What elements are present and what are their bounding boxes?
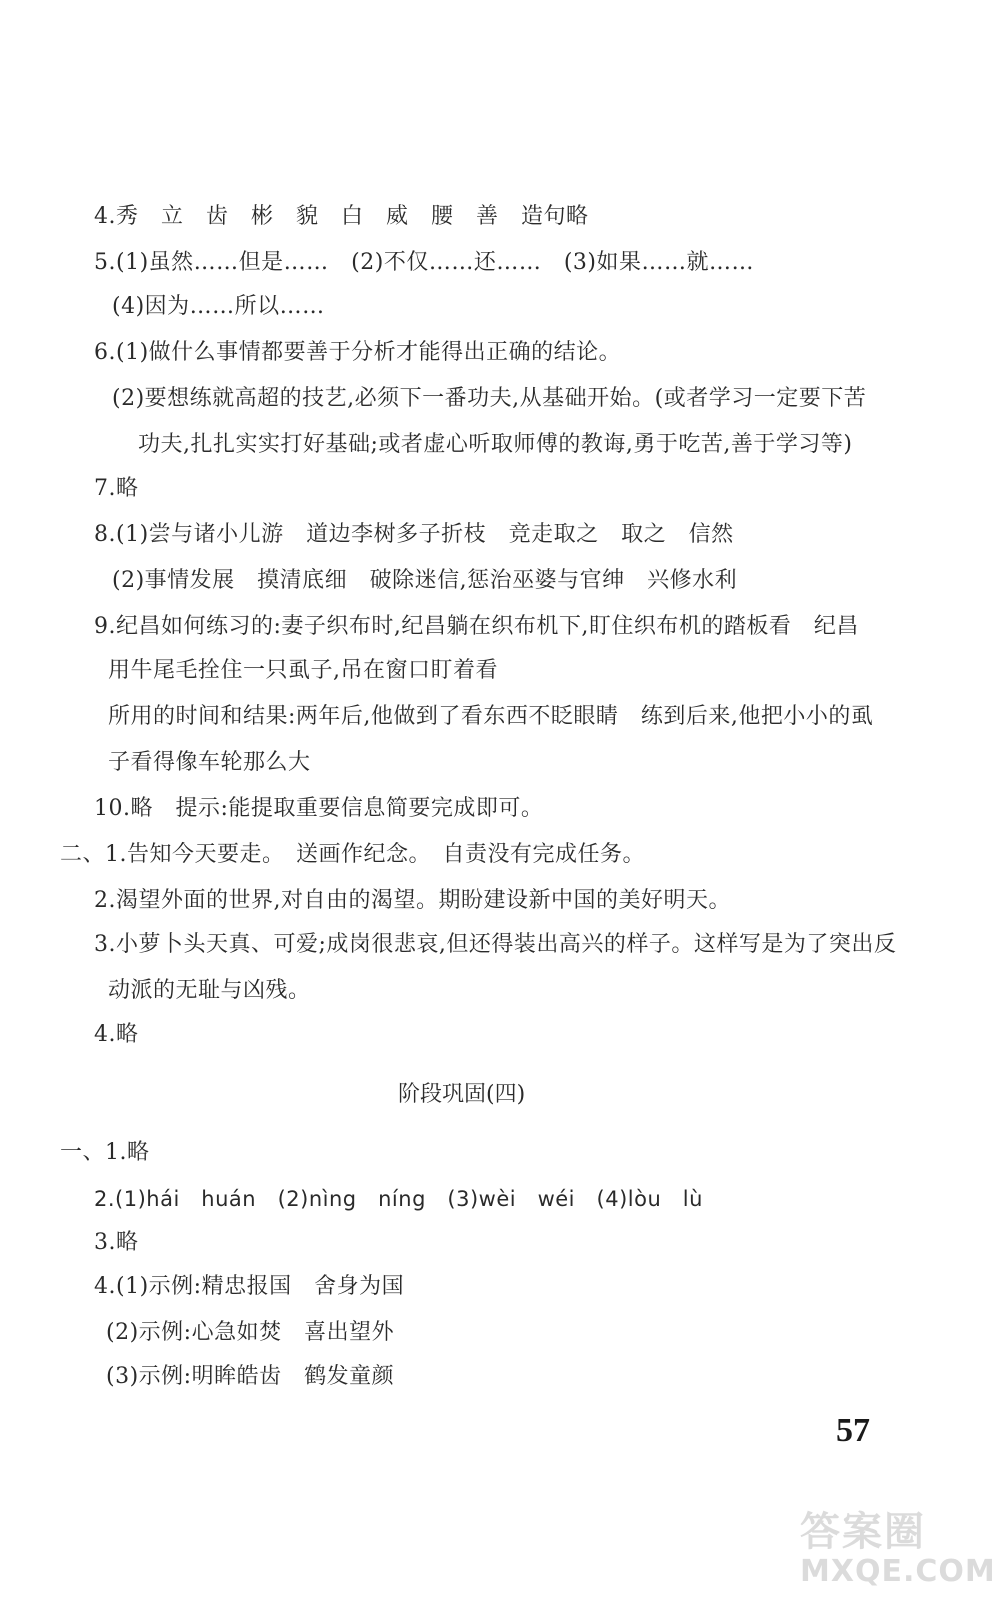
answer-line-part2-2: 2.渴望外面的世界,对自由的渴望。期盼建设新中国的美好明天。 — [94, 888, 731, 913]
page-number: 57 — [836, 1412, 870, 1449]
section-line-4-2: (2)示例:心急如焚 喜出望外 — [106, 1320, 395, 1345]
answer-line-part2-3: 3.小萝卜头天真、可爱;成岗很悲哀,但还得装出高兴的样子。这样写是为了突出反 — [94, 932, 897, 957]
answer-line-9: 9.纪昌如何练习的:妻子织布时,纪昌躺在织布机下,盯住织布机的踏板看 纪昌 — [94, 614, 859, 639]
section-title: 阶段巩固(四) — [398, 1082, 526, 1107]
answer-line-8-1: 8.(1)尝与诸小儿游 道边李树多子折枝 竞走取之 取之 信然 — [94, 522, 734, 547]
section-line-3: 3.略 — [94, 1230, 139, 1255]
answer-line-9-result: 所用的时间和结果:两年后,他做到了看东西不眨眼睛 练到后来,他把小小的虱 — [108, 704, 874, 729]
answer-line-9-cont: 用牛尾毛拴住一只虱子,吊在窗口盯着看 — [108, 658, 498, 683]
section-line-2-pinyin: 2.(1)hái huán (2)nìng níng (3)wèi wéi (4)lòu lù — [94, 1187, 703, 1211]
watermark-logo — [800, 1500, 996, 1595]
answer-line-part2-4: 4.略 — [94, 1022, 139, 1047]
answer-line-8-2: (2)事情发展 摸清底细 破除迷信,惩治巫婆与官绅 兴修水利 — [112, 568, 738, 593]
watermark-text: 答案圈 — [800, 1509, 926, 1555]
answer-line-6-2: (2)要想练就高超的技艺,必须下一番功夫,从基础开始。(或者学习一定要下苦 — [112, 386, 867, 411]
answer-line-4: 4.秀 立 齿 彬 貌 白 威 腰 善 造句略 — [94, 204, 589, 229]
section-line-4-1: 4.(1)示例:精忠报国 舍身为国 — [94, 1274, 405, 1299]
section-line-1: 一、1.略 — [60, 1140, 150, 1165]
answer-line-10: 10.略 提示:能提取重要信息简要完成即可。 — [94, 796, 544, 821]
answer-line-6-1: 6.(1)做什么事情都要善于分析才能得出正确的结论。 — [94, 340, 622, 365]
watermark-url: MXQE.COM — [800, 1554, 996, 1589]
answer-line-5: 5.(1)虽然……但是…… (2)不仅……还…… (3)如果……就…… — [94, 250, 754, 275]
answer-line-9-result-cont: 子看得像车轮那么大 — [108, 750, 311, 775]
answer-line-7: 7.略 — [94, 476, 139, 501]
answer-line-5-4: (4)因为……所以…… — [112, 294, 325, 319]
answer-line-6-2-cont: 功夫,扎扎实实打好基础;或者虚心听取师傅的教诲,勇于吃苦,善于学习等) — [138, 432, 853, 457]
answer-line-part2-1: 二、1.告知今天要走。 送画作纪念。 自责没有完成任务。 — [60, 842, 645, 867]
answer-line-part2-3-cont: 动派的无耻与凶残。 — [108, 978, 311, 1003]
section-line-4-3: (3)示例:明眸皓齿 鹤发童颜 — [106, 1364, 395, 1389]
